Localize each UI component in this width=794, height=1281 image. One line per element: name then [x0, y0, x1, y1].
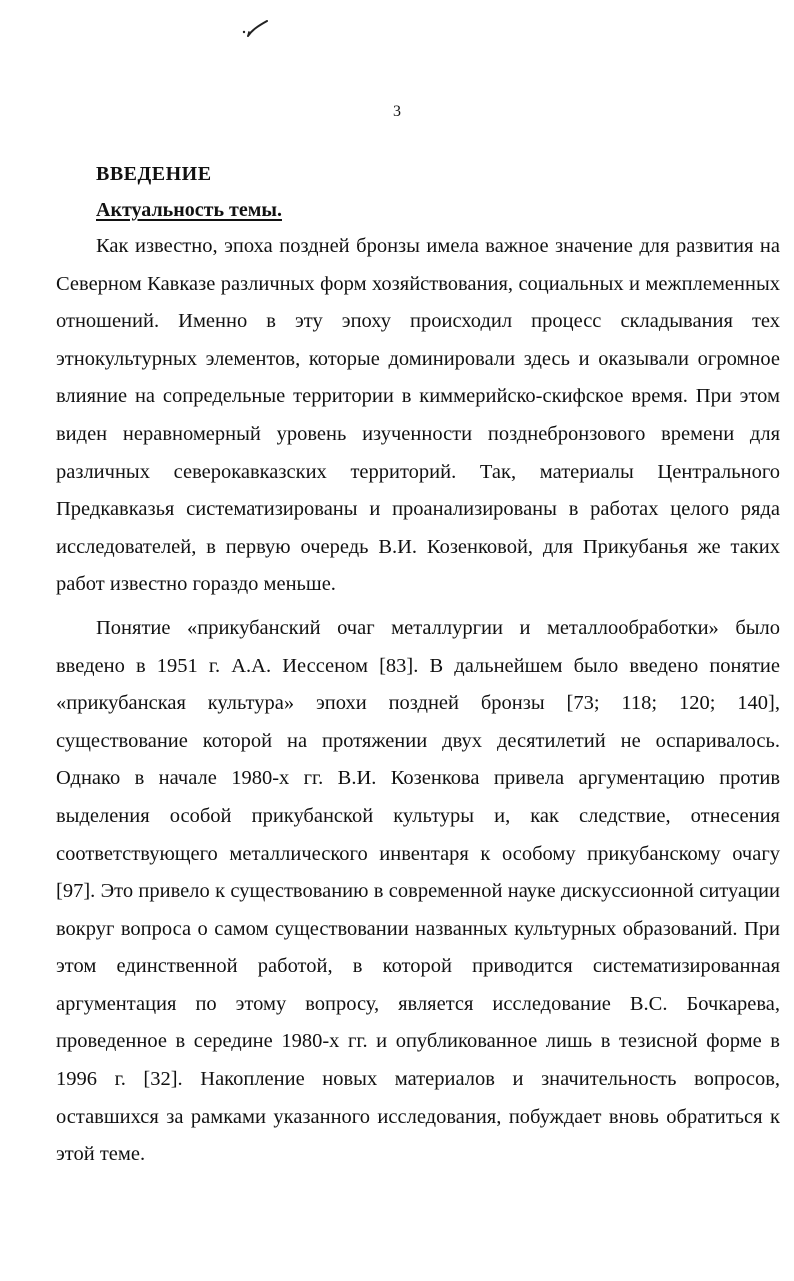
handwritten-check-mark: [240, 18, 270, 40]
document-body: [56, 156, 780, 1174]
page-number: 3: [393, 103, 401, 120]
paragraph: Понятие «прикубанский очаг металлургии и металлообработки» было введено в 1951 г. А.А. Иессеном [83]. В дальнейшем было введено понятие «прикубанская культура» эпохи поздней бронзы [73; 118; 120; 140], существование которой на протяжении двух десятилетий не оспаривалось. Однако в начале 1980-х гг. В.И. Козенкова привела аргументацию против выделения особой прикубанской культуры и, как следствие, отнесения соответствующего металлического инвентаря к особому прикубанскому очагу [97]. Это привело к существованию в современной науке дискуссионной ситуации вокруг вопроса о самом существовании названных культурных образований. При этом единственной работой, в которой приводится систематизированная аргументация по этому вопросу, является исследование В.С. Бочкарева, проведенное в середине 1980-х гг. и опубликованное лишь в тезисной форме в 1996 г. [32]. Накопление новых материалов и значительность вопросов, оставшихся за рамками указанного исследования, побуждает вновь обратиться к этой теме.: [56, 616, 780, 1166]
section-heading: ВВЕДЕНИЕ: [96, 163, 212, 185]
paragraph: Как известно, эпоха поздней бронзы имела важное значение для развития на Северном Кавказе различных форм хозяйствования, социальных и межплеменных отношений. Именно в эту эпоху происходил процесс складывания тех этнокультурных элементов, которые доминировали здесь и оказывали огромное влияние на сопредельные территории в киммерийско-скифское время. При этом виден неравномерный уровень изученности позднебронзового времени для различных северокавказских территорий. Так, материалы Центрального Предкавказья систематизированы и проанализированы в работах целого ряда исследователей, в первую очередь В.И. Козенковой, для Прикубанья же таких работ известно гораздо меньше.: [56, 235, 780, 596]
subsection-heading: Актуальность темы.: [96, 199, 282, 221]
